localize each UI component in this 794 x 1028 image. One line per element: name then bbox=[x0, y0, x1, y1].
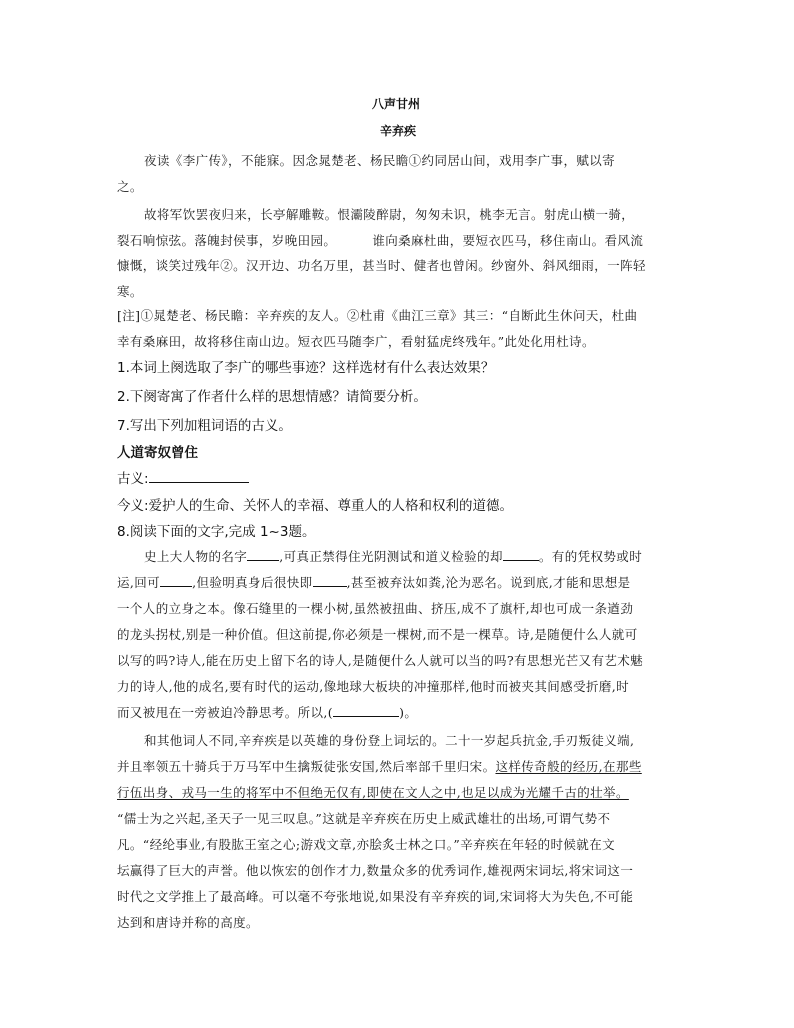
note-line-2: 幸有桑麻田，故将移住南山边。短衣匹马随李广，看射猛虎终残年。”此处化用杜诗。 bbox=[117, 334, 595, 349]
question-7-jin-yi: 今义:爱护人的生命、关怀人的幸福、尊重人的人格和权利的道德。 bbox=[117, 498, 514, 514]
passage-p2-line-2 bbox=[117, 757, 642, 775]
underlined-sentence: 这样传奇般的经历,在那些 bbox=[495, 759, 642, 774]
passage-p2-line-7: 时代之文学推上了最高峰。可以毫不夸张地说,如果没有辛弃疾的词,宋词将大为失色,不可能 bbox=[117, 889, 634, 904]
preface-line-2: 之。 bbox=[117, 179, 143, 194]
question-2: 2.下阕寄寓了作者什么样的思想情感？请简要分析。 bbox=[117, 389, 427, 405]
blank-1[interactable] bbox=[247, 548, 279, 561]
poem-title: 八声甘州 bbox=[372, 97, 421, 111]
question-1: 1.本词上阕选取了李广的哪些事迹？这样选材有什么表达效果？ bbox=[117, 360, 495, 376]
passage-text: )。 bbox=[399, 705, 418, 720]
passage-text: 并且率领五十骑兵于万马军中生擒叛徒张安国,然后率部千里归宋。 bbox=[117, 759, 496, 774]
passage-text: ,可真正禁得住光阴测试和道义检验的却 bbox=[279, 549, 503, 564]
passage-p2-line-1: 和其他词人不同,辛弃疾是以英雄的身份登上词坛的。二十一岁起兵抗金,手刃叛徒义端, bbox=[144, 733, 635, 748]
blank-4[interactable] bbox=[313, 574, 347, 587]
poem-line-2-part-b: 谁向桑麻杜曲，要短衣匹马，移住南山。看风流 bbox=[372, 233, 644, 248]
question-7-phrase: 人道寄奴曾住 bbox=[117, 445, 198, 461]
preface-line-1: 夜读《李广传》，不能寐。因念晁楚老、杨民瞻①约同居山间，戏用李广事，赋以寄 bbox=[144, 153, 616, 168]
passage-p1-line-5: 以写的吗?诗人,能在历史上留下名的诗人,是随便什么人就可以当的吗?有思想光芒又有艺术魅 bbox=[117, 653, 644, 668]
passage-p2-line-4: “儒士为之兴起,圣天子一见三叹息。”这就是辛弃疾在历史上威武雄壮的出场,可谓气势不 bbox=[117, 811, 611, 826]
passage-text: ,但验明真身后很快即 bbox=[192, 575, 313, 590]
passage-text: 史上大人物的名字 bbox=[144, 549, 248, 564]
blank-2[interactable] bbox=[503, 548, 539, 561]
poem-line-2-part-a: 裂石响惊弦。落魄封侯事，岁晚田园。 bbox=[117, 233, 337, 248]
passage-p1-line-2 bbox=[117, 573, 631, 591]
gu-yi-label: 古义: bbox=[117, 471, 149, 487]
blank-5[interactable] bbox=[333, 704, 399, 717]
passage-p1-line-6: 力的诗人,他的成名,要有时代的运动,像地球大板块的冲撞那样,他时而被夹其间感受折磨,时 bbox=[117, 679, 630, 694]
passage-p1-line-1 bbox=[144, 547, 642, 565]
gu-yi-answer-blank[interactable] bbox=[149, 470, 249, 483]
poem-line-3: 慷慨，谈笑过残年②。汉开边、功名万里，甚当时、健者也曾闲。纱窗外、斜风细雨，一阵轻 bbox=[117, 258, 646, 273]
poem-line-1: 故将军饮罢夜归来，长亭解雕鞍。恨灞陵醉尉，匆匆未识，桃李无言。射虎山横一骑， bbox=[144, 207, 635, 222]
question-7-gu-yi bbox=[117, 467, 249, 487]
question-8: 8.阅读下面的文字,完成 1~3题。 bbox=[117, 524, 316, 540]
passage-text: 。有的凭权势或时 bbox=[538, 549, 643, 564]
poem-author: 辛弃疾 bbox=[380, 124, 417, 138]
blank-3[interactable] bbox=[160, 574, 192, 587]
passage-p2-line-5: 凡。“经纶事业,有股肱王室之心;游戏文章,亦脍炙士林之口。”辛弃疾在年轻的时候就在文 bbox=[117, 837, 615, 852]
passage-p1-line-4: 的龙头拐杖,别是一种价值。但这前提,你必须是一棵树,而不是一棵草。诗,是随便什么人就可 bbox=[117, 627, 638, 642]
passage-p1-line-3: 一个人的立身之本。像石缝里的一棵小树,虽然被扭曲、挤压,成不了旗杆,却也可成一条遒劲 bbox=[117, 601, 634, 616]
poem-line-2 bbox=[117, 231, 643, 249]
passage-p2-line-8: 达到和唐诗并称的高度。 bbox=[117, 915, 259, 930]
passage-text: ,甚至被弃汰如粪,沦为恶名。说到底,才能和思想是 bbox=[346, 575, 631, 590]
question-7: 7.写出下列加粗词语的古义。 bbox=[117, 418, 292, 434]
passage-p2-line-3: 行伍出身、戎马一生的将军中不但绝无仅有,即使在文人之中,也足以成为光耀千古的壮举。 bbox=[117, 785, 629, 800]
passage-text: 运,回可 bbox=[117, 575, 161, 590]
poem-line-4: 寒。 bbox=[117, 284, 143, 299]
note-line-1: [注]①晁楚老、杨民瞻：辛弃疾的友人。②杜甫《曲江三章》其三：“自断此生休问天，杜曲 bbox=[117, 308, 638, 323]
passage-text: 而又被甩在一旁被迫冷静思考。所以,( bbox=[117, 705, 334, 720]
passage-p2-line-6: 坛赢得了巨大的声誉。他以恢宏的创作才力,数量众多的优秀词作,雄视两宋词坛,将宋词这一 bbox=[117, 863, 634, 878]
passage-p1-line-7 bbox=[117, 703, 417, 721]
